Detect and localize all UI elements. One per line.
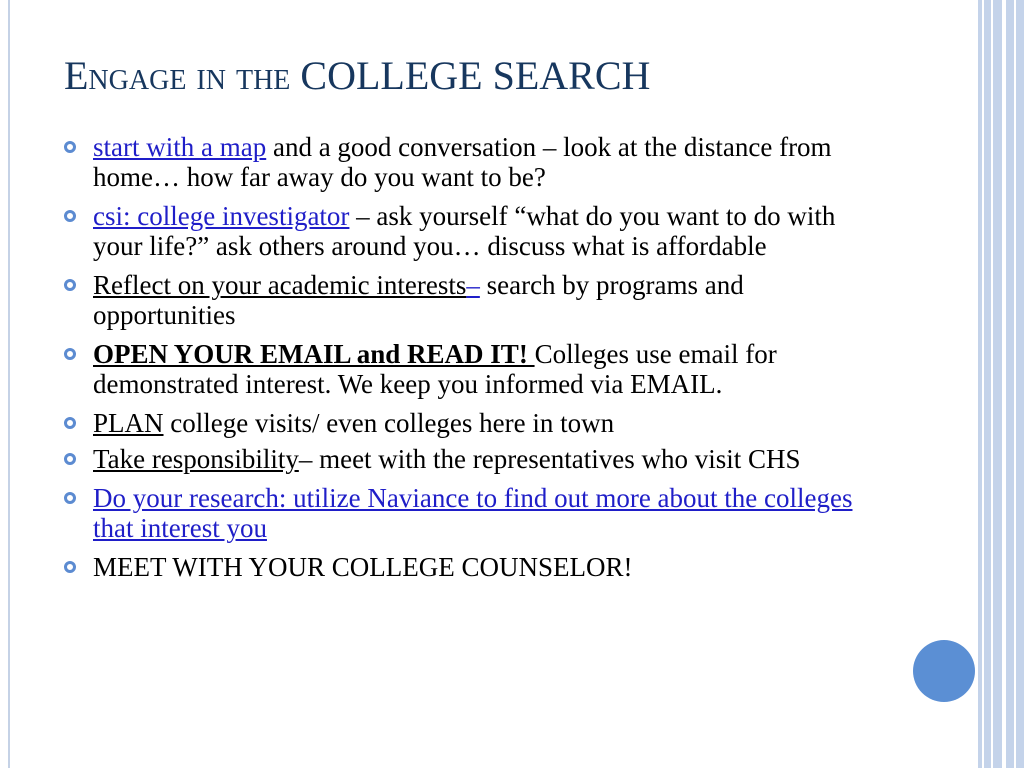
bullet-ring-icon bbox=[64, 492, 76, 504]
bullet-ring-icon bbox=[64, 348, 76, 360]
bullet-underlined-text: Take responsibility bbox=[93, 444, 299, 474]
naviance-link[interactable]: Do your research: utilize Naviance to find out more about the colleges that interest you bbox=[93, 483, 853, 543]
bullet-text: MEET WITH YOUR COLLEGE COUNSELOR! bbox=[93, 552, 633, 582]
academic-interests-link[interactable]: – bbox=[466, 270, 480, 300]
bullet-item bbox=[64, 270, 864, 330]
bullet-item bbox=[64, 552, 864, 582]
bullet-item bbox=[64, 132, 864, 192]
bullet-underlined-text: PLAN bbox=[93, 408, 164, 438]
bullet-item bbox=[64, 408, 864, 438]
bullet-ring-icon bbox=[64, 141, 76, 153]
bullet-bold-text: OPEN YOUR EMAIL and READ IT! bbox=[93, 339, 535, 369]
slide-title bbox=[64, 52, 650, 100]
decorative-circle bbox=[913, 640, 975, 702]
title-prefix: Engage in the bbox=[64, 53, 291, 98]
college-investigator-link[interactable]: csi: college investigator bbox=[93, 201, 350, 231]
bullet-ring-icon bbox=[64, 561, 76, 573]
bullet-item bbox=[64, 339, 864, 399]
bullet-ring-icon bbox=[64, 279, 76, 291]
bullet-ring-icon bbox=[64, 417, 76, 429]
map-link[interactable]: start with a map bbox=[93, 132, 267, 162]
title-main: COLLEGE SEARCH bbox=[300, 53, 651, 98]
bullet-text: and a good conversation – look at the distance from home… how far away do you want to be? bbox=[93, 132, 832, 192]
bullet-text: Colleges use email for demonstrated interest. We keep you informed via EMAIL. bbox=[93, 339, 777, 399]
bullet-ring-icon bbox=[64, 210, 76, 222]
bullet-ring-icon bbox=[64, 453, 76, 465]
right-decorative-band bbox=[978, 0, 1024, 768]
bullet-underlined-text: Reflect on your academic interests bbox=[93, 270, 467, 300]
bullet-list bbox=[64, 132, 864, 582]
bullet-item bbox=[64, 483, 864, 543]
bullet-text: – ask yourself “what do you want to do with your life?” ask others around you… discuss what is affordable bbox=[93, 201, 836, 261]
bullet-item bbox=[64, 444, 864, 474]
bullet-text: – meet with the representatives who visit CHS bbox=[298, 444, 801, 474]
bullet-text: search by programs and opportunities bbox=[93, 270, 744, 330]
bullet-item bbox=[64, 201, 864, 261]
bullet-text: college visits/ even colleges here in town bbox=[163, 408, 615, 438]
left-border-line bbox=[8, 0, 10, 768]
